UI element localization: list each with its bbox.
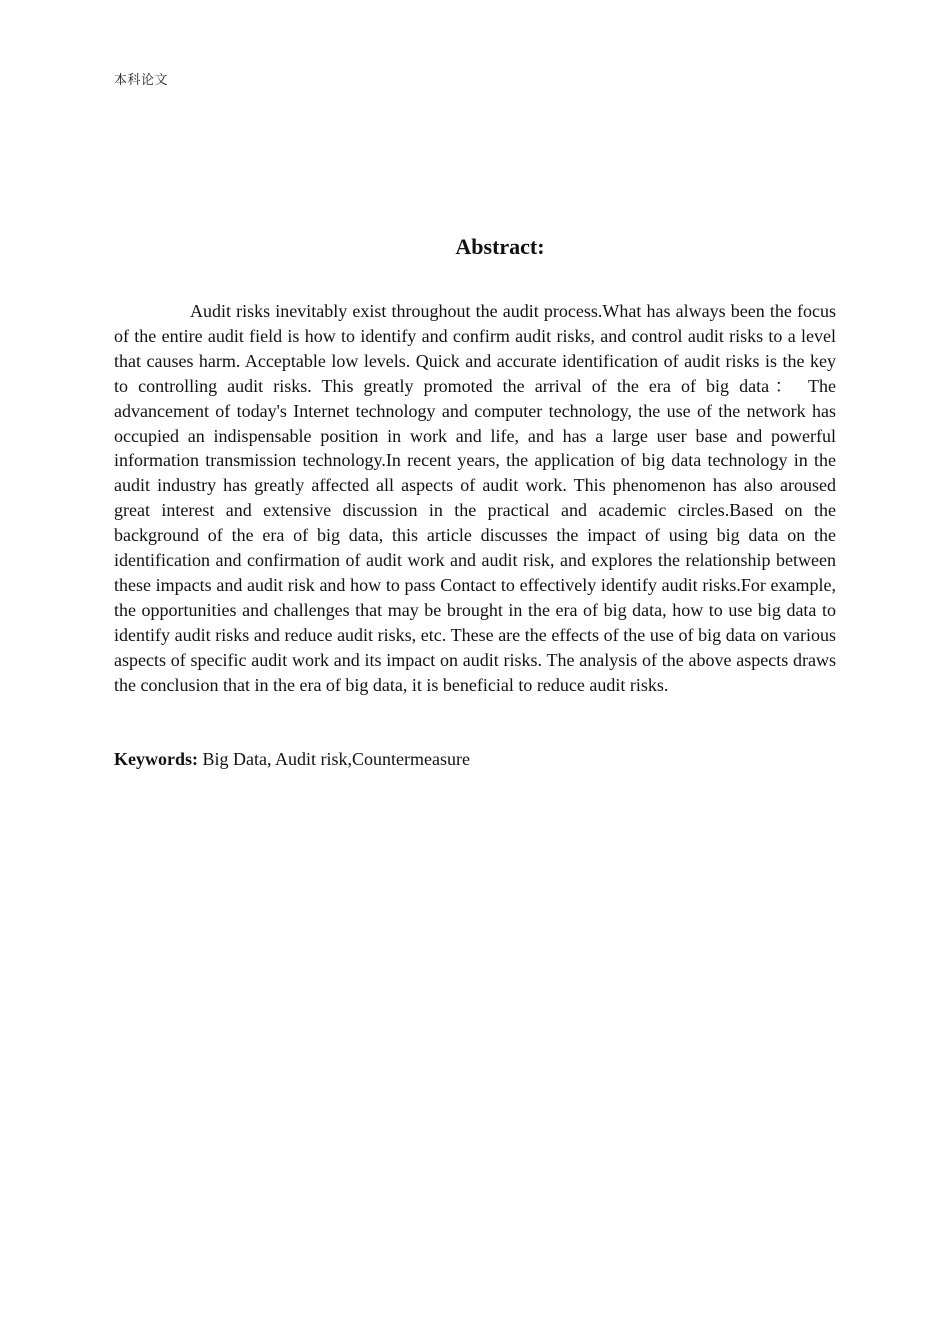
abstract-body: Audit risks inevitably exist throughout the audit process.What has always been the focus of the entire audit field is how to identify and confirm audit risks, and control audit risks to a level that causes harm. Acceptable low levels. Quick and accurate identification of audit risks is the key to controlling audit risks. This greatly promoted the arrival of the era of big data： The advancement of today's Internet technology and computer technology, the use of the network has occupied an indispensable position in work and life, and has a large user base and powerful information transmission technology.In recent years, the application of big data technology in the audit industry has greatly affected all aspects of audit work. This phenomenon has also aroused great interest and extensive discussion in the practical and academic circles.Based on the background of the era of big data, this article discusses the impact of using big data on the identification and confirmation of audit work and audit risk, and explores the relationship between these impacts and audit risk and how to pass Contact to effectively identify audit risks.For example, the opportunities and challenges that may be brought in the era of big data, how to use big data to identify audit risks and reduce audit risks, etc. These are the effects of the use of big data on various aspects of specific audit work and its impact on audit risks. The analysis of the above aspects draws the conclusion that in the era of big data, it is beneficial to reduce audit risks. — [114, 301, 836, 695]
keywords-value: Big Data, Audit risk,Countermeasure — [198, 749, 470, 769]
keywords-label: Keywords: — [114, 749, 198, 769]
running-header: 本科论文 — [114, 73, 169, 88]
abstract-title: Abstract: — [455, 234, 545, 259]
keywords-line — [114, 747, 836, 772]
